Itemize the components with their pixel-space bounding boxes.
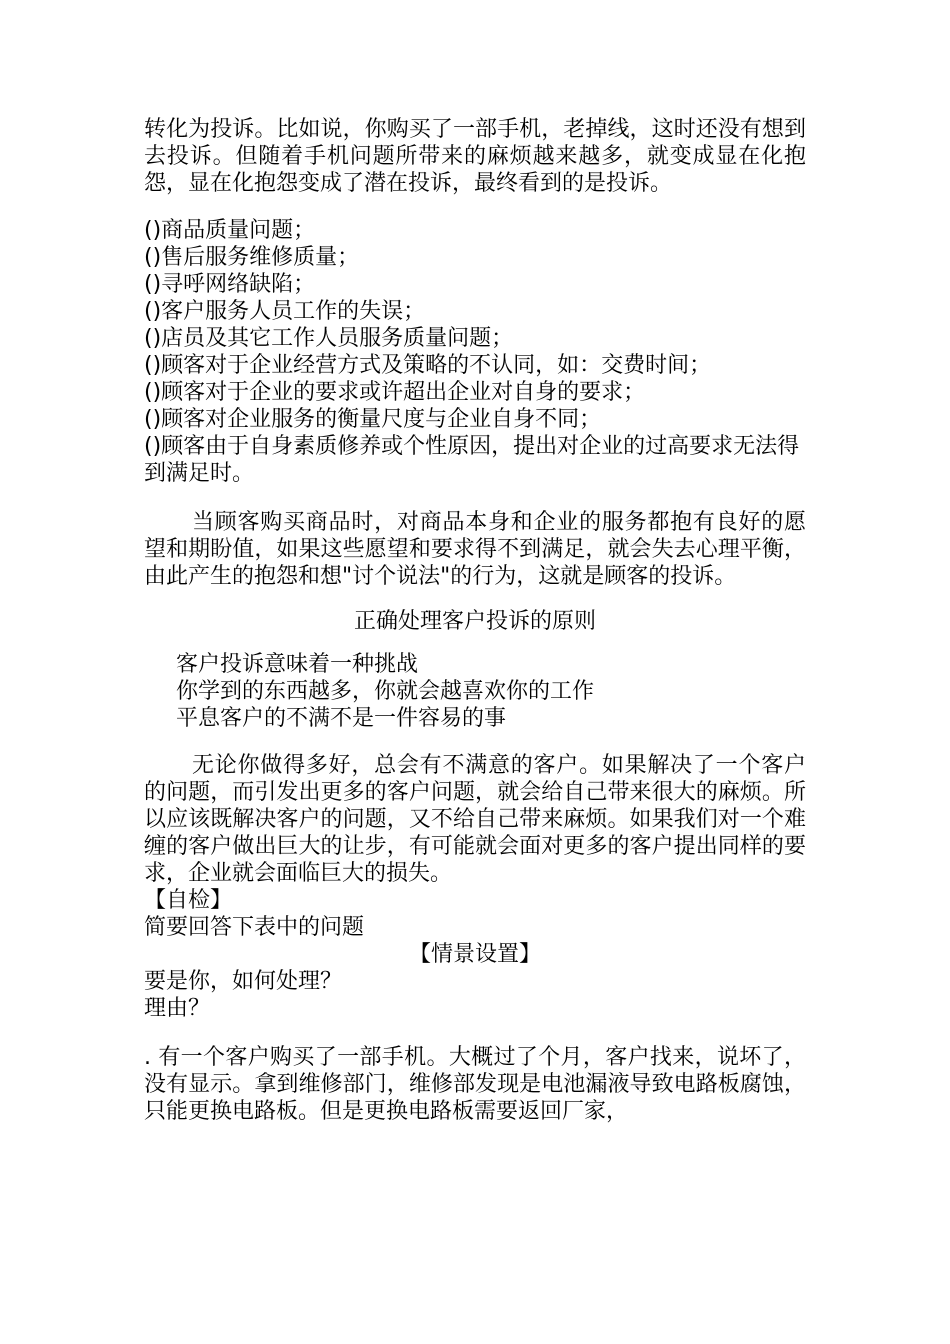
list-item: ()寻呼网络缺陷；	[144, 272, 316, 297]
self-check-instruction: 简要回答下表中的问题	[144, 915, 365, 940]
principle-item: 客户投诉意味着一种挑战	[176, 652, 419, 677]
complaint-causes-list	[144, 217, 806, 487]
paragraph-complaint-definition: 当顾客购买商品时，对商品本身和企业的服务都抱有良好的愿望和期盼值，如果这些愿望和要求得不到满足，就会失去心理平衡，由此产生的抱怨和想"讨个说法"的行为，这就是顾客的投诉。	[144, 510, 806, 589]
section-heading-principles: 正确处理客户投诉的原则	[353, 609, 596, 634]
list-item: ()顾客由于自身素质修养或个性原因，提出对企业的过高要求无法得到满足时。	[144, 434, 800, 486]
list-item: ()售后服务维修质量；	[144, 245, 360, 270]
principles-list	[144, 651, 806, 732]
list-item: ()店员及其它工作人员服务质量问题；	[144, 326, 514, 351]
list-item: ()顾客对于企业的要求或许超出企业对自身的要求；	[144, 380, 646, 405]
document-page	[144, 116, 806, 1125]
paragraph-dissatisfied-customers: 无论你做得多好，总会有不满意的客户。如果解决了一个客户的问题，而引发出更多的客户问题，就会给自己带来很大的麻烦。所以应该既解决客户的问题，又不给自己带来麻烦。如果我们对一个难缠的客户做出巨大的让步，有可能就会面对更多的客户提出同样的要求，企业就会面临巨大的损失。	[144, 753, 806, 886]
question-how-to-handle: 要是你，如何处理？	[144, 969, 343, 994]
list-item: ()客户服务人员工作的失误；	[144, 299, 426, 324]
list-item: ()顾客对企业服务的衡量尺度与企业自身不同；	[144, 407, 602, 432]
principle-item: 你学到的东西越多，你就会越喜欢你的工作	[176, 679, 595, 704]
principle-item: 平息客户的不满不是一件容易的事	[176, 706, 507, 731]
self-check-label: 【自检】	[144, 888, 233, 913]
list-item: ()商品质量问题；	[144, 218, 316, 243]
list-item: ()顾客对于企业经营方式及策略的不认同，如：交费时间；	[144, 353, 712, 378]
paragraph-case-phone-repair: . 有一个客户购买了一部手机。大概过了个月，客户找来，说坏了，没有显示。拿到维修部门，维修部发现是电池漏液导致电路板腐蚀，只能更换电路板。但是更换电路板需要返回厂家，	[144, 1045, 806, 1124]
question-reason: 理由？	[144, 996, 211, 1021]
paragraph-complaint-transformation: 转化为投诉。比如说，你购买了一部手机，老掉线，这时还没有想到去投诉。但随着手机问题所带来的麻烦越来越多，就变成显在化抱怨，显在化抱怨变成了潜在投诉，最终看到的是投诉。	[144, 117, 806, 196]
scenario-heading: 【情景设置】	[408, 942, 541, 967]
